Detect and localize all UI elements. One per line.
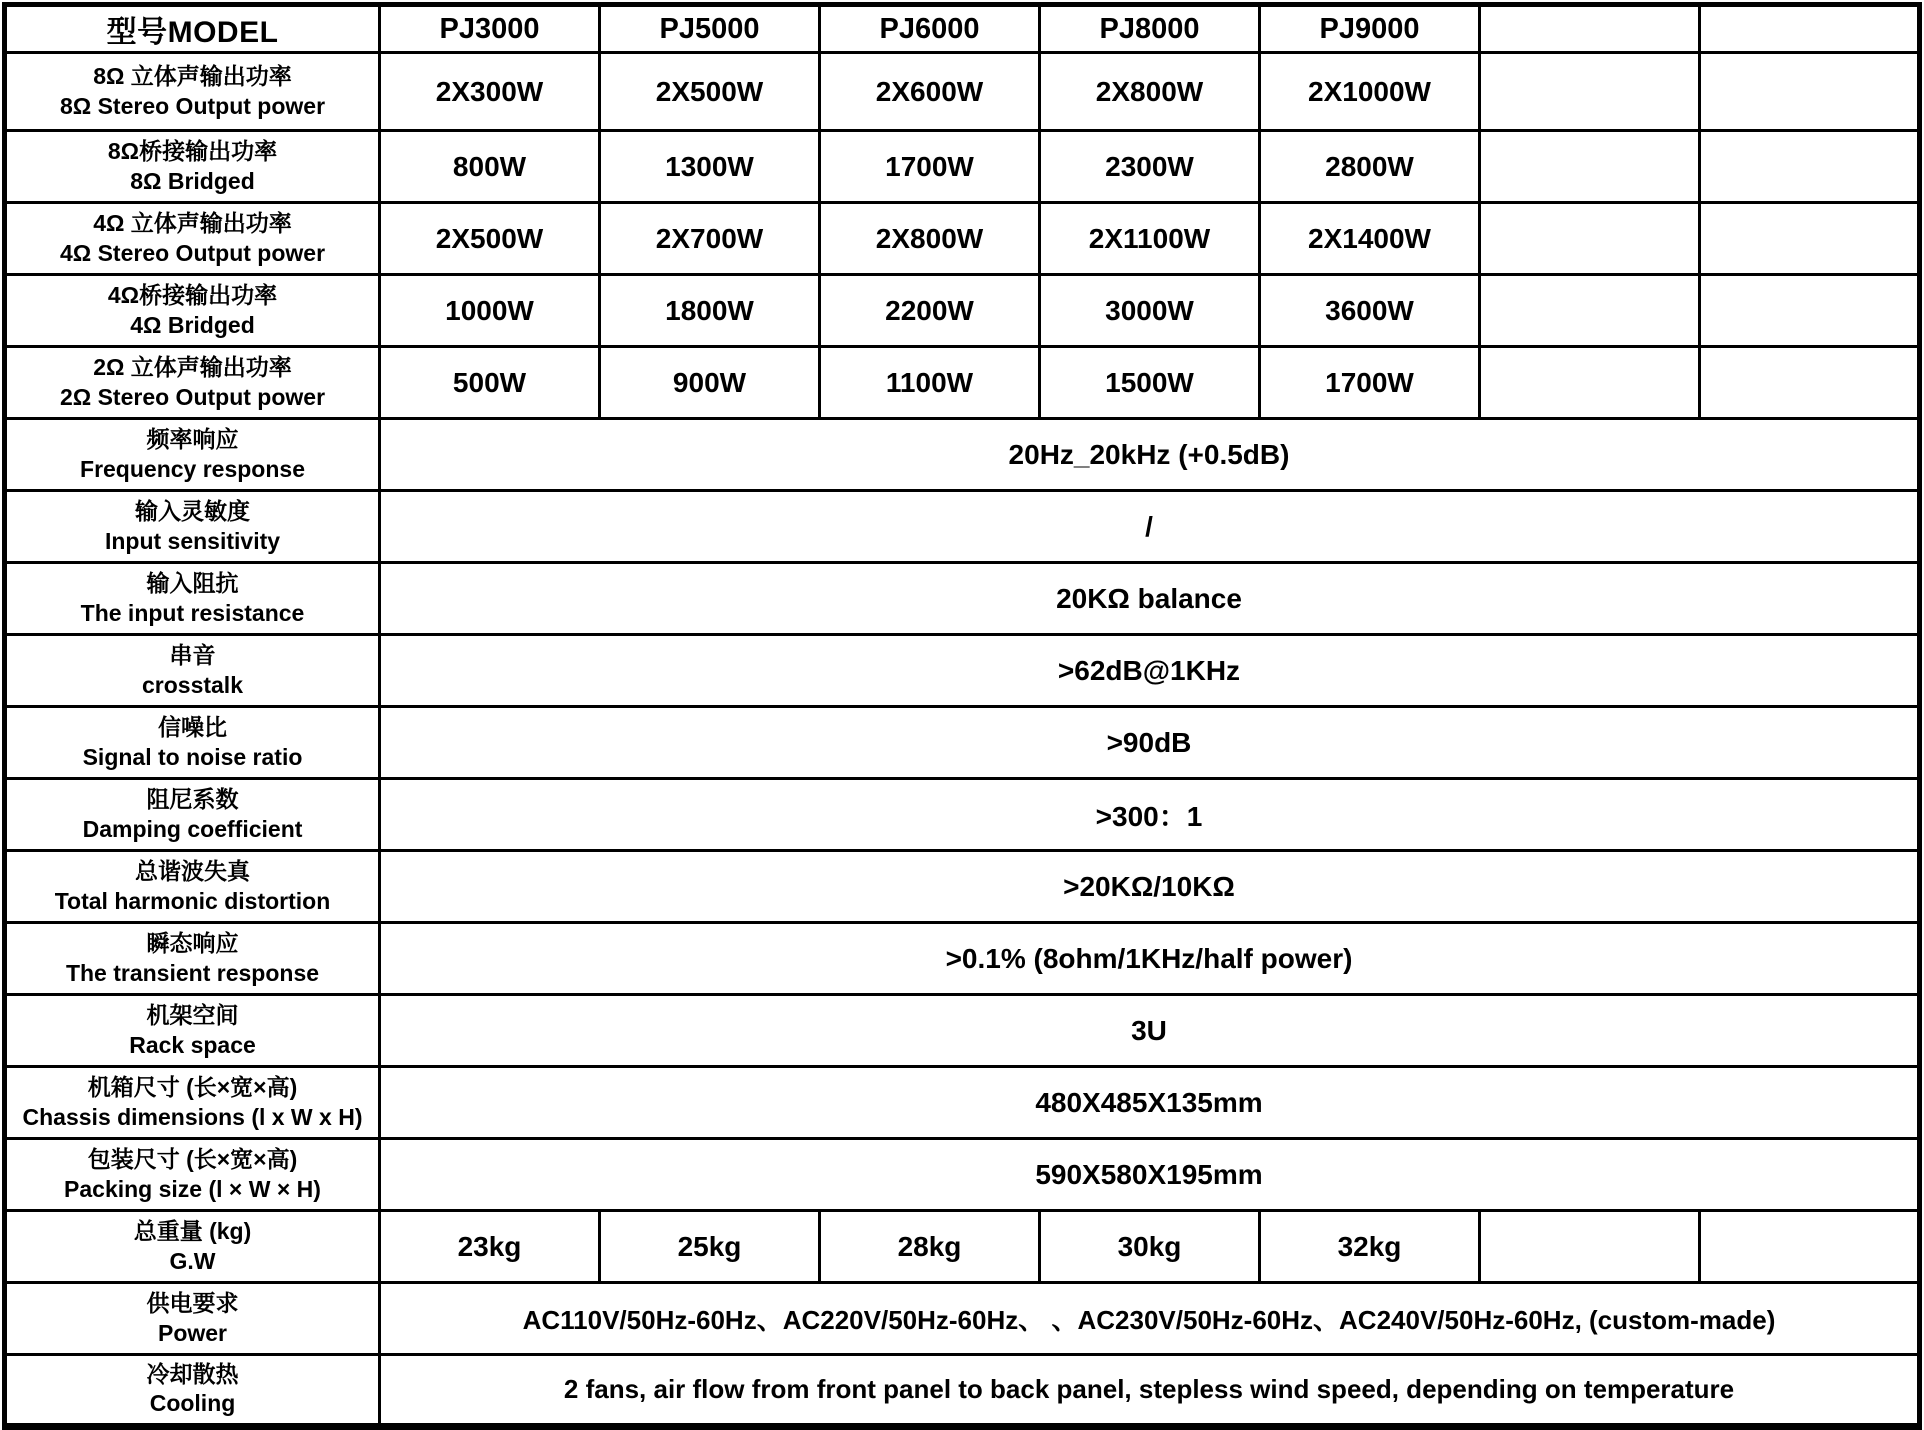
row-label: [5, 1283, 380, 1355]
row-label: [5, 275, 380, 347]
row-input-sensitivity: [5, 491, 1920, 563]
column-header-pj9000: PJ9000: [1260, 5, 1480, 53]
row-damping-coefficient: [5, 779, 1920, 851]
spec-value-merged: AC110V/50Hz-60Hz、AC220V/50Hz-60Hz、 、AC230V/50Hz-60Hz、AC240V/50Hz-60Hz, (custom-made): [380, 1283, 1920, 1355]
spec-value-merged: >300：1: [380, 779, 1920, 851]
empty-cell: [1700, 203, 1920, 275]
row-8ohm-bridged: [5, 131, 1920, 203]
row-label-en: Packing size (l × W × H): [64, 1175, 321, 1202]
row-label: [5, 1211, 380, 1283]
spec-value-merged: >0.1% (8ohm/1KHz/half power): [380, 923, 1920, 995]
spec-value-merged: 480X485X135mm: [380, 1067, 1920, 1139]
spec-value-merged: 2 fans, air flow from front panel to back panel, stepless wind speed, depending on temperature: [380, 1355, 1920, 1427]
empty-cell: [1480, 203, 1700, 275]
spec-value-merged: >20KΩ/10KΩ: [380, 851, 1920, 923]
row-label-cn: 输入阻抗: [146, 570, 239, 597]
row-label: [5, 53, 380, 131]
spec-value: 1500W: [1040, 347, 1260, 419]
row-label-cn: 8Ω桥接输出功率: [107, 138, 278, 165]
spec-value: 2X1400W: [1260, 203, 1480, 275]
row-frequency-response: [5, 419, 1920, 491]
row-label-en: 8Ω Stereo Output power: [59, 92, 326, 119]
row-label-cn: 供电要求: [146, 1290, 239, 1317]
row-4ohm-stereo-output: [5, 203, 1920, 275]
row-label: [5, 491, 380, 563]
empty-cell: [1480, 1211, 1700, 1283]
row-label-cn: 2Ω 立体声输出功率: [93, 354, 292, 381]
spec-value: 2X800W: [820, 203, 1040, 275]
empty-cell: [1700, 131, 1920, 203]
spec-value: 23kg: [380, 1211, 600, 1283]
row-total-harmonic-distortion: [5, 851, 1920, 923]
spec-value: 25kg: [600, 1211, 820, 1283]
row-label-cn: 总重量 (kg): [133, 1218, 252, 1245]
spec-value-merged: 590X580X195mm: [380, 1139, 1920, 1211]
column-header-pj6000: PJ6000: [820, 5, 1040, 53]
spec-value: 2800W: [1260, 131, 1480, 203]
spec-value: 1100W: [820, 347, 1040, 419]
row-rack-space: [5, 995, 1920, 1067]
spec-value-merged: >90dB: [380, 707, 1920, 779]
spec-value-merged: 20KΩ balance: [380, 563, 1920, 635]
empty-cell: [1480, 275, 1700, 347]
row-label-en: G.W: [169, 1247, 216, 1274]
row-packing-size: [5, 1139, 1920, 1211]
spec-value: 500W: [380, 347, 600, 419]
spec-value: 2X800W: [1040, 53, 1260, 131]
row-label-cn: 阻尼系数: [146, 786, 239, 813]
empty-cell: [1700, 275, 1920, 347]
empty-cell: [1480, 53, 1700, 131]
spec-value: 2200W: [820, 275, 1040, 347]
empty-cell: [1700, 1211, 1920, 1283]
row-label-cn: 机箱尺寸 (长×宽×高): [87, 1074, 298, 1101]
row-2ohm-stereo-output: [5, 347, 1920, 419]
row-label-en: 4Ω Stereo Output power: [59, 239, 326, 266]
row-label-en: Input sensitivity: [104, 527, 281, 554]
row-label-en: Cooling: [149, 1390, 236, 1417]
spec-value: 1700W: [820, 131, 1040, 203]
row-label-en: 2Ω Stereo Output power: [59, 383, 326, 410]
row-label: [5, 923, 380, 995]
empty-cell: [1700, 53, 1920, 131]
spec-value: 2X500W: [600, 53, 820, 131]
column-header-pj3000: PJ3000: [380, 5, 600, 53]
row-label: [5, 995, 380, 1067]
spec-value: 3000W: [1040, 275, 1260, 347]
row-label-en: The transient response: [65, 959, 320, 986]
row-cooling: [5, 1355, 1920, 1427]
row-label-en: 8Ω Bridged: [130, 167, 255, 194]
spec-value-merged: >62dB@1KHz: [380, 635, 1920, 707]
row-label-en: Frequency response: [80, 455, 305, 482]
row-label-cn: 瞬态响应: [146, 930, 239, 957]
spec-value: 1800W: [600, 275, 820, 347]
row-label-en: 4Ω Bridged: [130, 311, 255, 338]
column-header-pj8000: PJ8000: [1040, 5, 1260, 53]
row-label-en: Chassis dimensions (l x W x H): [22, 1103, 363, 1130]
row-label-cn: 机架空间: [146, 1002, 239, 1029]
row-label-en: crosstalk: [141, 671, 243, 698]
empty-cell: [1480, 131, 1700, 203]
row-transient-response: [5, 923, 1920, 995]
spec-value-merged: 20Hz_20kHz (+0.5dB): [380, 419, 1920, 491]
row-label: [5, 635, 380, 707]
row-label-cn: 信噪比: [158, 714, 227, 741]
row-label-cn: 包装尺寸 (长×宽×高): [87, 1146, 298, 1173]
row-label-en: Power: [157, 1319, 228, 1346]
row-gross-weight: [5, 1211, 1920, 1283]
row-label: [5, 1067, 380, 1139]
row-8ohm-stereo-output: [5, 53, 1920, 131]
column-header-pj5000: PJ5000: [600, 5, 820, 53]
spec-value: 900W: [600, 347, 820, 419]
model-header-label: 型号MODEL: [5, 5, 380, 53]
empty-cell: [1700, 347, 1920, 419]
spec-value: 2X300W: [380, 53, 600, 131]
row-chassis-dimensions: [5, 1067, 1920, 1139]
row-label-cn: 冷却散热: [146, 1360, 239, 1387]
row-label-cn: 频率响应: [146, 426, 239, 453]
header-row: [5, 5, 1920, 53]
spec-value: 2300W: [1040, 131, 1260, 203]
row-label: [5, 779, 380, 851]
row-label-en: Rack space: [129, 1031, 256, 1058]
spec-table: [2, 2, 1922, 1430]
row-label: [5, 1355, 380, 1427]
row-power-requirements: [5, 1283, 1920, 1355]
row-label: [5, 347, 380, 419]
row-label: [5, 851, 380, 923]
spec-value-merged: /: [380, 491, 1920, 563]
row-signal-to-noise: [5, 707, 1920, 779]
row-crosstalk: [5, 635, 1920, 707]
spec-value: 2X700W: [600, 203, 820, 275]
row-label-cn: 4Ω桥接输出功率: [107, 282, 278, 309]
spec-value: 1700W: [1260, 347, 1480, 419]
spec-value-merged: 3U: [380, 995, 1920, 1067]
spec-value: 1000W: [380, 275, 600, 347]
spec-value: 1300W: [600, 131, 820, 203]
row-label: [5, 707, 380, 779]
spec-value: 28kg: [820, 1211, 1040, 1283]
row-label-cn: 8Ω 立体声输出功率: [93, 63, 292, 90]
row-label-cn: 4Ω 立体声输出功率: [93, 210, 292, 237]
row-label-en: Signal to noise ratio: [82, 743, 303, 770]
spec-value: 32kg: [1260, 1211, 1480, 1283]
row-label: [5, 131, 380, 203]
spec-value: 30kg: [1040, 1211, 1260, 1283]
row-label: [5, 1139, 380, 1211]
spec-value: 800W: [380, 131, 600, 203]
empty-header-cell: [1700, 5, 1920, 53]
empty-header-cell: [1480, 5, 1700, 53]
row-input-resistance: [5, 563, 1920, 635]
spec-value: 2X600W: [820, 53, 1040, 131]
empty-cell: [1480, 347, 1700, 419]
row-label: [5, 563, 380, 635]
row-4ohm-bridged: [5, 275, 1920, 347]
row-label-en: Total harmonic distortion: [54, 887, 331, 914]
row-label-en: Damping coefficient: [82, 815, 303, 842]
row-label-cn: 输入灵敏度: [135, 498, 250, 525]
row-label-en: The input resistance: [80, 599, 305, 626]
row-label: [5, 419, 380, 491]
spec-value: 2X500W: [380, 203, 600, 275]
row-label-cn: 串音: [169, 642, 216, 669]
row-label: [5, 203, 380, 275]
spec-value: 3600W: [1260, 275, 1480, 347]
row-label-cn: 总谐波失真: [135, 858, 250, 885]
spec-value: 2X1000W: [1260, 53, 1480, 131]
spec-value: 2X1100W: [1040, 203, 1260, 275]
